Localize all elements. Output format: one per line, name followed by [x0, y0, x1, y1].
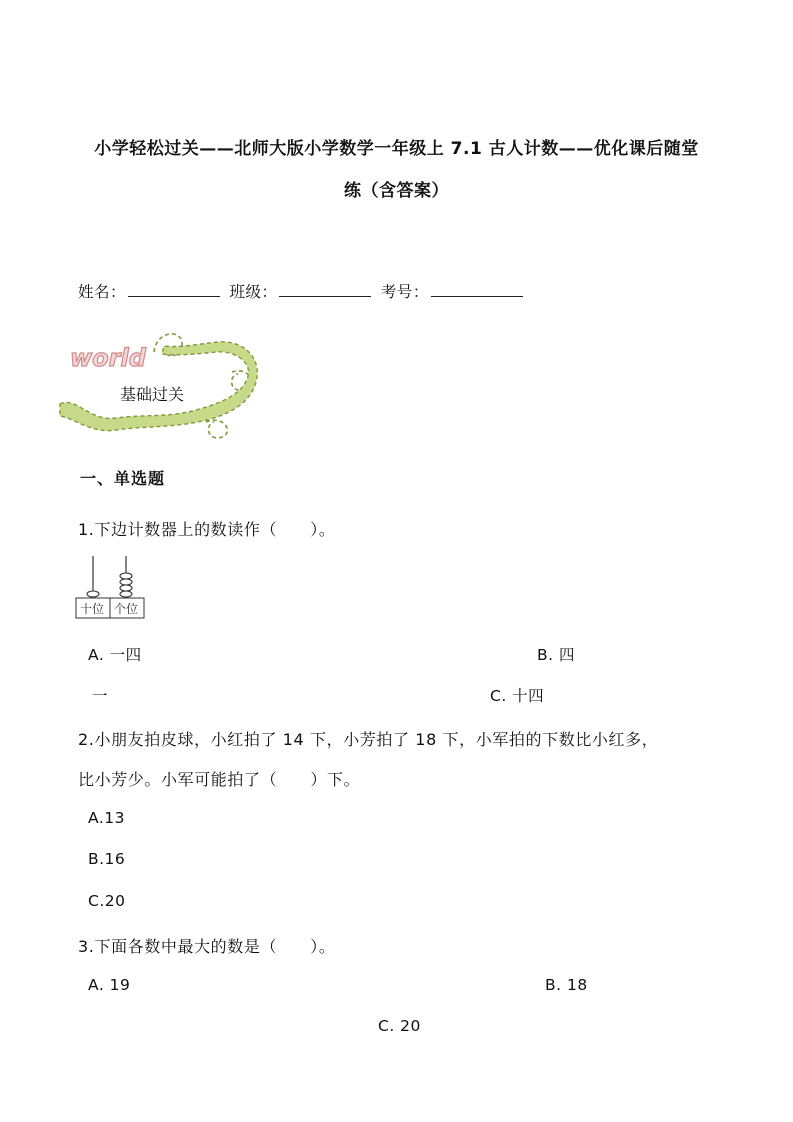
section-title: 一、单选题	[80, 469, 166, 488]
question-2-stem-line1: 2.小朋友拍皮球，小红拍了 14 下，小芳拍了 18 下，小军拍的下数比小红多，	[78, 730, 659, 749]
section-badge	[56, 326, 266, 446]
q2-option-b[interactable]: B.16	[88, 850, 126, 868]
class-label: 班级：	[229, 283, 278, 301]
question-1-stem: 1.下边计数器上的数读作（ ）。	[78, 520, 336, 539]
q1-option-b[interactable]: B. 四	[537, 646, 575, 664]
student-info-row	[78, 280, 527, 302]
badge-label: 基础过关	[120, 385, 185, 404]
q1-option-b-continued: 一	[92, 687, 109, 705]
q3-option-b[interactable]: B. 18	[545, 976, 588, 994]
q3-option-a[interactable]: A. 19	[88, 976, 131, 994]
question-3-stem: 3.下面各数中最大的数是（ ）。	[78, 937, 336, 956]
abacus-figure	[74, 552, 150, 622]
doc-title-line2: 练（含答案）	[344, 181, 449, 201]
abacus-tens-label: 十位	[80, 602, 105, 616]
name-blank[interactable]	[128, 282, 220, 297]
q1-option-a[interactable]: A. 一四	[88, 646, 142, 664]
q3-option-c[interactable]: C. 20	[378, 1017, 421, 1035]
class-blank[interactable]	[279, 282, 371, 297]
q2-option-c[interactable]: C.20	[88, 892, 126, 910]
id-label: 考号：	[380, 283, 429, 301]
id-blank[interactable]	[431, 282, 523, 297]
abacus-ones-label: 个位	[114, 602, 139, 616]
abacus-graphic	[74, 552, 150, 622]
world-lettering: world	[70, 344, 146, 372]
name-label: 姓名：	[78, 283, 127, 301]
q1-option-c[interactable]: C. 十四	[490, 687, 545, 705]
q2-option-a[interactable]: A.13	[88, 809, 125, 827]
doc-title-line1: 小学轻松过关——北师大版小学数学一年级上 7.1 古人计数——优化课后随堂	[94, 139, 699, 159]
question-2-stem-line2: 比小芳少。小军可能拍了（ ）下。	[78, 770, 361, 789]
